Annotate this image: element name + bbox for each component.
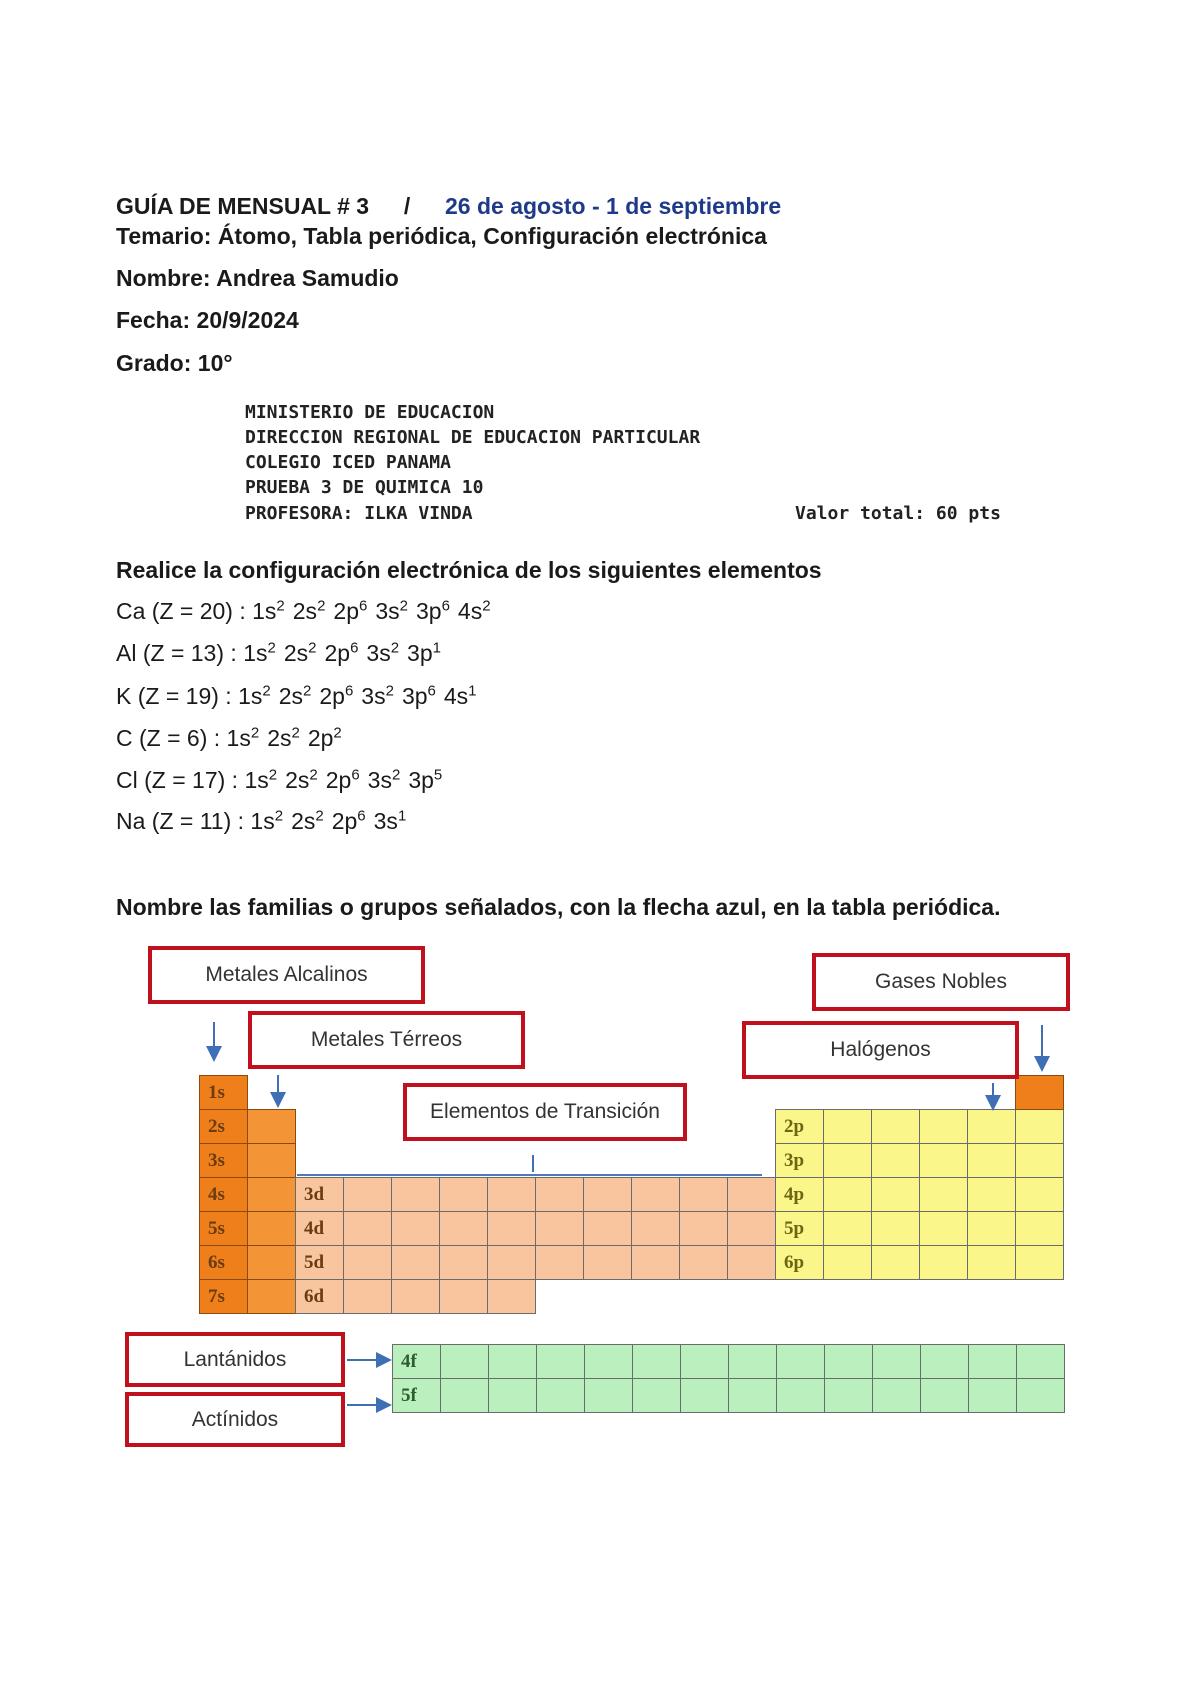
grade-field: Grado: 10° xyxy=(116,350,233,376)
table-cell-f xyxy=(440,1378,489,1413)
config-term: $3s^2$ xyxy=(367,766,401,793)
label-actinidos: Actínidos xyxy=(125,1392,345,1447)
config-term: $2p^6$ xyxy=(333,597,368,624)
table-cell-p xyxy=(967,1109,1016,1144)
table-cell-f xyxy=(488,1344,537,1379)
date-field: Fecha: 20/9/2024 xyxy=(116,307,299,333)
table-cell-d xyxy=(391,1279,440,1314)
orbital-label-p: 3p xyxy=(775,1143,824,1178)
table-cell-p xyxy=(871,1109,920,1144)
table-cell-d xyxy=(439,1279,488,1314)
table-cell-p xyxy=(871,1245,920,1280)
table-cell-f xyxy=(728,1378,777,1413)
orbital-label-s: 6s xyxy=(199,1245,248,1280)
config-term: $3p^1$ xyxy=(407,639,441,666)
table-cell-d xyxy=(727,1211,776,1246)
table-cell-f xyxy=(824,1344,873,1379)
config-row xyxy=(116,640,441,667)
table-cell-f xyxy=(872,1344,921,1379)
table-cell-p xyxy=(871,1211,920,1246)
table-cell-d xyxy=(439,1245,488,1280)
table-cell-f xyxy=(920,1378,969,1413)
table-cell-p xyxy=(871,1177,920,1212)
table-cell-d xyxy=(487,1279,536,1314)
table-cell-d xyxy=(487,1177,536,1212)
orbital-label-d: 6d xyxy=(295,1279,344,1314)
config-term: $1s^2$ xyxy=(250,807,284,834)
config-term: $1s^2$ xyxy=(238,682,271,709)
table-cell-d xyxy=(583,1245,632,1280)
label-lantanidos: Lantánidos xyxy=(125,1332,345,1387)
table-cell-f xyxy=(1016,1378,1065,1413)
table-cell-f xyxy=(488,1378,537,1413)
config-term: $3p^6$ xyxy=(415,597,450,624)
table-cell-d xyxy=(391,1211,440,1246)
config-term: $2p^6$ xyxy=(325,766,360,793)
config-term: $2p^6$ xyxy=(319,682,354,709)
table-cell-f xyxy=(632,1344,681,1379)
config-row xyxy=(116,808,406,835)
config-element-label: C (Z = 6) : xyxy=(116,725,227,751)
config-element-label: K (Z = 19) : xyxy=(116,683,239,709)
table-cell-d xyxy=(583,1211,632,1246)
table-cell-d xyxy=(679,1245,728,1280)
table-cell-d xyxy=(535,1245,584,1280)
table-cell-p xyxy=(1015,1109,1064,1144)
config-term: $2p^2$ xyxy=(307,724,342,751)
config-term: $1s^2$ xyxy=(243,639,276,666)
table-cell-f xyxy=(776,1378,825,1413)
table-cell-f xyxy=(968,1344,1017,1379)
config-term: $2p^6$ xyxy=(324,639,359,666)
config-row xyxy=(116,725,342,752)
table-cell-d xyxy=(583,1177,632,1212)
config-term: $1s^2$ xyxy=(252,597,285,624)
table-cell-p xyxy=(967,1143,1016,1178)
title-separator: / xyxy=(403,193,411,219)
table-cell-p xyxy=(919,1177,968,1212)
config-term: $3s^1$ xyxy=(373,807,407,834)
config-row xyxy=(116,598,491,625)
table-cell-f xyxy=(968,1378,1017,1413)
table-cell-d xyxy=(439,1211,488,1246)
table-cell-d xyxy=(343,1245,392,1280)
table-cell-d xyxy=(631,1211,680,1246)
orbital-label-d: 4d xyxy=(295,1211,344,1246)
table-cell-f xyxy=(584,1344,633,1379)
guide-dates: 26 de agosto - 1 de septiembre xyxy=(445,193,782,219)
table-cell-f xyxy=(824,1378,873,1413)
table-cell-s xyxy=(247,1143,296,1178)
table-cell-p xyxy=(967,1211,1016,1246)
table-cell-p xyxy=(919,1211,968,1246)
table-cell-p xyxy=(823,1245,872,1280)
config-term: $4s^2$ xyxy=(457,597,491,624)
config-element-label: Na (Z = 11) : xyxy=(116,808,251,834)
table-cell-p xyxy=(919,1109,968,1144)
orbital-label-p: 2p xyxy=(775,1109,824,1144)
stamp-line-test: PRUEBA 3 DE QUIMICA 10 xyxy=(245,477,484,498)
label-metales-terreos: Metales Térreos xyxy=(248,1011,525,1069)
table-cell-p xyxy=(1015,1245,1064,1280)
table-cell-p xyxy=(823,1143,872,1178)
label-halogenos: Halógenos xyxy=(742,1021,1019,1079)
table-cell-f xyxy=(776,1344,825,1379)
table-cell-s xyxy=(247,1211,296,1246)
table-cell-s xyxy=(247,1177,296,1212)
config-term: $3p^5$ xyxy=(408,766,443,793)
config-row xyxy=(116,683,477,710)
table-cell-f xyxy=(872,1378,921,1413)
section1-instruction: Realice la configuración electrónica de los siguientes elementos xyxy=(116,557,822,583)
orbital-label-s: 5s xyxy=(199,1211,248,1246)
table-cell-d xyxy=(391,1177,440,1212)
config-term: $3s^2$ xyxy=(366,639,400,666)
table-cell-p xyxy=(823,1109,872,1144)
temario: Temario: Átomo, Tabla periódica, Configuración electrónica xyxy=(116,223,767,249)
table-cell-d xyxy=(391,1245,440,1280)
table-cell-d xyxy=(343,1279,392,1314)
label-elementos-transicion: Elementos de Transición xyxy=(403,1083,687,1141)
table-cell-f xyxy=(632,1378,681,1413)
table-cell-f xyxy=(680,1378,729,1413)
table-cell-d xyxy=(487,1245,536,1280)
table-cell-p xyxy=(871,1143,920,1178)
table-cell-f xyxy=(728,1344,777,1379)
table-cell-d xyxy=(727,1177,776,1212)
orbital-label-s: 2s xyxy=(199,1109,248,1144)
table-cell-p xyxy=(967,1177,1016,1212)
table-cell-d xyxy=(535,1211,584,1246)
label-gases-nobles: Gases Nobles xyxy=(812,953,1070,1011)
stamp-total-value: Valor total: 60 pts xyxy=(795,503,1001,524)
config-term: $4s^1$ xyxy=(443,682,477,709)
table-cell-p xyxy=(967,1245,1016,1280)
config-term: $2s^2$ xyxy=(267,724,300,751)
stamp-line-teacher: PROFESORA: ILKA VINDA xyxy=(245,503,473,524)
table-cell-helium xyxy=(1015,1075,1064,1110)
orbital-label-s: 4s xyxy=(199,1177,248,1212)
table-cell-d xyxy=(679,1211,728,1246)
config-term: $2p^6$ xyxy=(331,807,366,834)
table-cell-d xyxy=(343,1177,392,1212)
table-cell-d xyxy=(439,1177,488,1212)
config-term: $3s^2$ xyxy=(361,682,394,709)
config-row xyxy=(116,767,442,794)
table-cell-d xyxy=(631,1177,680,1212)
table-cell-f xyxy=(536,1344,585,1379)
student-name: Nombre: Andrea Samudio xyxy=(116,265,399,291)
table-cell-f xyxy=(920,1344,969,1379)
config-element-label: Cl (Z = 17) : xyxy=(116,767,245,793)
table-cell-p xyxy=(919,1245,968,1280)
config-term: $3s^2$ xyxy=(375,597,408,624)
table-cell-s xyxy=(247,1109,296,1144)
config-term: $2s^2$ xyxy=(292,597,326,624)
table-cell-d xyxy=(727,1245,776,1280)
stamp-line-ministry: MINISTERIO DE EDUCACION xyxy=(245,402,495,423)
config-element-label: Al (Z = 13) : xyxy=(116,640,244,666)
config-term: $2s^2$ xyxy=(285,766,318,793)
table-cell-d xyxy=(631,1245,680,1280)
config-element-label: Ca (Z = 20) : xyxy=(116,598,253,624)
table-cell-d xyxy=(487,1211,536,1246)
config-term: $3p^6$ xyxy=(401,682,436,709)
table-cell-d xyxy=(343,1211,392,1246)
label-metales-alcalinos: Metales Alcalinos xyxy=(148,946,425,1004)
table-cell-f xyxy=(536,1378,585,1413)
orbital-label-p: 5p xyxy=(775,1211,824,1246)
config-term: $1s^2$ xyxy=(244,766,278,793)
orbital-label-p: 4p xyxy=(775,1177,824,1212)
table-cell-p xyxy=(823,1177,872,1212)
guide-title-line xyxy=(116,193,781,220)
config-term: $2s^2$ xyxy=(278,682,312,709)
orbital-label-p: 6p xyxy=(775,1245,824,1280)
orbital-label-f: 4f xyxy=(392,1344,441,1379)
table-cell-f xyxy=(440,1344,489,1379)
config-term: $2s^2$ xyxy=(291,807,324,834)
table-cell-p xyxy=(919,1143,968,1178)
guide-title: GUÍA DE MENSUAL # 3 xyxy=(116,193,370,219)
table-cell-p xyxy=(823,1211,872,1246)
table-cell-f xyxy=(1016,1344,1065,1379)
config-term: $1s^2$ xyxy=(226,724,260,751)
stamp-line-school: COLEGIO ICED PANAMA xyxy=(245,452,451,473)
orbital-label-s: 3s xyxy=(199,1143,248,1178)
config-term: $2s^2$ xyxy=(283,639,317,666)
orbital-label-f: 5f xyxy=(392,1378,441,1413)
orbital-label-s: 7s xyxy=(199,1279,248,1314)
table-cell-s xyxy=(247,1279,296,1314)
table-cell-p xyxy=(1015,1211,1064,1246)
table-cell-d xyxy=(535,1177,584,1212)
table-cell-d xyxy=(679,1177,728,1212)
table-cell-p xyxy=(1015,1143,1064,1178)
orbital-label-s: 1s xyxy=(199,1075,248,1110)
table-cell-f xyxy=(680,1344,729,1379)
table-cell-s xyxy=(247,1245,296,1280)
stamp-line-direction: DIRECCION REGIONAL DE EDUCACION PARTICULAR xyxy=(245,427,701,448)
table-cell-f xyxy=(584,1378,633,1413)
section2-instruction: Nombre las familias o grupos señalados, con la flecha azul, en la tabla periódica. xyxy=(116,894,1001,920)
orbital-label-d: 5d xyxy=(295,1245,344,1280)
table-cell-p xyxy=(1015,1177,1064,1212)
orbital-label-d: 3d xyxy=(295,1177,344,1212)
